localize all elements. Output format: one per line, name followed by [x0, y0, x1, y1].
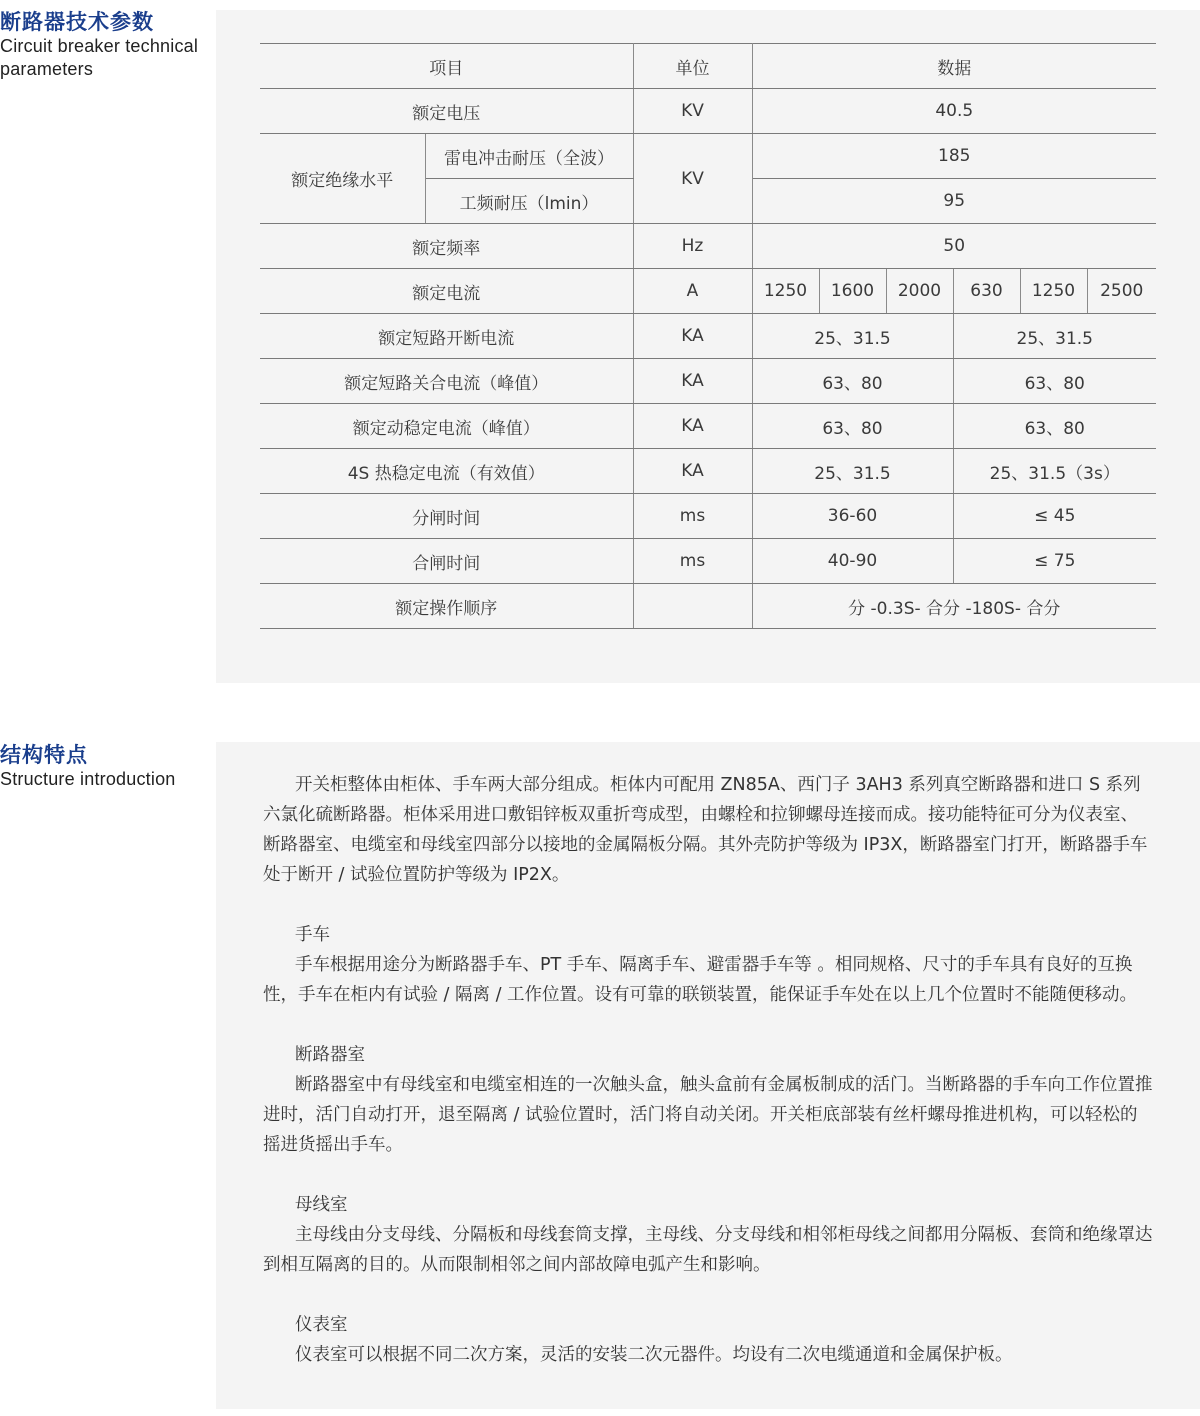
row-value-left: 63、80	[752, 404, 953, 449]
paragraph-handcart: 手车根据用途分为断路器手车、PT 手车、隔离手车、避雷器手车等 。相同规格、尺寸的手车具有良好的互换性，手车在柜内有试验 / 隔离 / 工作位置。设有可靠的联锁装置，能保证手车处在以上几个位置时不能随便移动。	[263, 955, 1138, 1005]
subheading-busbar: 母线室	[295, 1195, 348, 1215]
current-value: 1600	[819, 269, 886, 314]
current-value: 1250	[1020, 269, 1087, 314]
row-value: 40.5	[752, 89, 1156, 134]
row-value: 分 -0.3S- 合分 -180S- 合分	[752, 584, 1156, 629]
row-unit: A	[633, 269, 752, 314]
row-label: 额定电压	[260, 89, 633, 134]
current-value: 2000	[886, 269, 953, 314]
row-value: 185	[752, 134, 1156, 179]
table-row	[260, 494, 1156, 539]
row-value-right: 63、80	[953, 359, 1156, 404]
table-header-row	[260, 44, 1156, 89]
paragraph-breaker-room: 断路器室中有母线室和电缆室相连的一次触头盒，触头盒前有金属板制成的活门。当断路器的手车向工作位置推进时，活门自动打开，退至隔离 / 试验位置时，活门将自动关闭。开关柜底部装有丝杆螺母推进机构，可以轻松的摇进货摇出手车。	[263, 1075, 1153, 1155]
row-sublabel: 工频耐压（lmin）	[425, 179, 633, 224]
current-value: 630	[953, 269, 1020, 314]
table-row	[260, 269, 1156, 314]
subheading-instrument: 仪表室	[295, 1315, 348, 1335]
intro-paragraph: 开关柜整体由柜体、手车两大部分组成。柜体内可配用 ZN85A、西门子 3AH3 系列真空断路器和进口 S 系列六氯化硫断路器。柜体采用进口敷铝锌板双重折弯成型，由螺栓和拉铆螺母连接而成。接功能特征可分为仪表室、断路器室、电缆室和母线室四部分以接地的金属隔板分隔。其外壳防护等级为 IP3X，断路器室门打开，断路器手车处于断开 / 试验位置防护等级为 IP2X。	[263, 775, 1148, 885]
row-unit: Hz	[633, 224, 752, 269]
section-title: 断路器技术参数	[0, 10, 154, 34]
row-unit	[633, 584, 752, 629]
table-row	[260, 314, 1156, 359]
row-unit: ms	[633, 539, 752, 584]
row-unit: KV	[633, 134, 752, 224]
row-value-right: ≤ 45	[953, 494, 1156, 539]
row-label: 额定频率	[260, 224, 633, 269]
row-label: 额定动稳定电流（峰值）	[260, 404, 633, 449]
row-value-right: ≤ 75	[953, 539, 1156, 584]
row-label: 额定绝缘水平	[260, 134, 425, 224]
row-label: 额定短路关合电流（峰值）	[260, 359, 633, 404]
row-unit: KA	[633, 449, 752, 494]
table-row	[260, 89, 1156, 134]
subheading-handcart: 手车	[295, 925, 330, 945]
table-row	[260, 539, 1156, 584]
row-value-right: 25、31.5	[953, 314, 1156, 359]
row-label: 合闸时间	[260, 539, 633, 584]
row-label: 4S 热稳定电流（有效值）	[260, 449, 633, 494]
table-row	[260, 134, 1156, 179]
section-heading-parameters	[0, 9, 215, 81]
row-label: 分闸时间	[260, 494, 633, 539]
row-label: 额定操作顺序	[260, 584, 633, 629]
header-data: 数据	[752, 44, 1156, 89]
row-sublabel: 雷电冲击耐压（全波）	[425, 134, 633, 179]
table-row	[260, 224, 1156, 269]
row-unit: KA	[633, 359, 752, 404]
section-heading-structure	[0, 742, 215, 791]
table-row	[260, 404, 1156, 449]
row-value-left: 40-90	[752, 539, 953, 584]
row-value-left: 25、31.5	[752, 314, 953, 359]
parameters-table	[260, 43, 1156, 629]
row-value: 95	[752, 179, 1156, 224]
table-row	[260, 449, 1156, 494]
row-unit: KV	[633, 89, 752, 134]
section-subtitle: Circuit breaker technical	[0, 36, 199, 56]
row-unit: ms	[633, 494, 752, 539]
structure-panel	[216, 742, 1200, 1409]
row-label: 额定短路开断电流	[260, 314, 633, 359]
row-label: 额定电流	[260, 269, 633, 314]
row-unit: KA	[633, 314, 752, 359]
section-title: 结构特点	[0, 743, 88, 767]
subheading-breaker-room: 断路器室	[295, 1045, 365, 1065]
row-value-left: 36-60	[752, 494, 953, 539]
current-value: 1250	[752, 269, 819, 314]
current-value: 2500	[1087, 269, 1156, 314]
section-subtitle: parameters	[0, 59, 94, 79]
row-value-right: 63、80	[953, 404, 1156, 449]
structure-text	[263, 770, 1153, 1370]
table-row	[260, 359, 1156, 404]
header-unit: 单位	[633, 44, 752, 89]
header-item: 项目	[260, 44, 633, 89]
parameters-panel	[216, 10, 1200, 683]
row-unit: KA	[633, 404, 752, 449]
section-subtitle: Structure introduction	[0, 769, 176, 789]
row-value-left: 63、80	[752, 359, 953, 404]
row-value-left: 25、31.5	[752, 449, 953, 494]
paragraph-busbar: 主母线由分支母线、分隔板和母线套筒支撑，主母线、分支母线和相邻柜母线之间都用分隔板、套筒和绝缘罩达到相互隔离的目的。从而限制相邻之间内部故障电弧产生和影响。	[263, 1225, 1153, 1275]
paragraph-instrument: 仪表室可以根据不同二次方案，灵活的安装二次元器件。均设有二次电缆通道和金属保护板。	[295, 1345, 1013, 1365]
row-value-right: 25、31.5（3s）	[953, 449, 1156, 494]
row-value: 50	[752, 224, 1156, 269]
table-row	[260, 584, 1156, 629]
